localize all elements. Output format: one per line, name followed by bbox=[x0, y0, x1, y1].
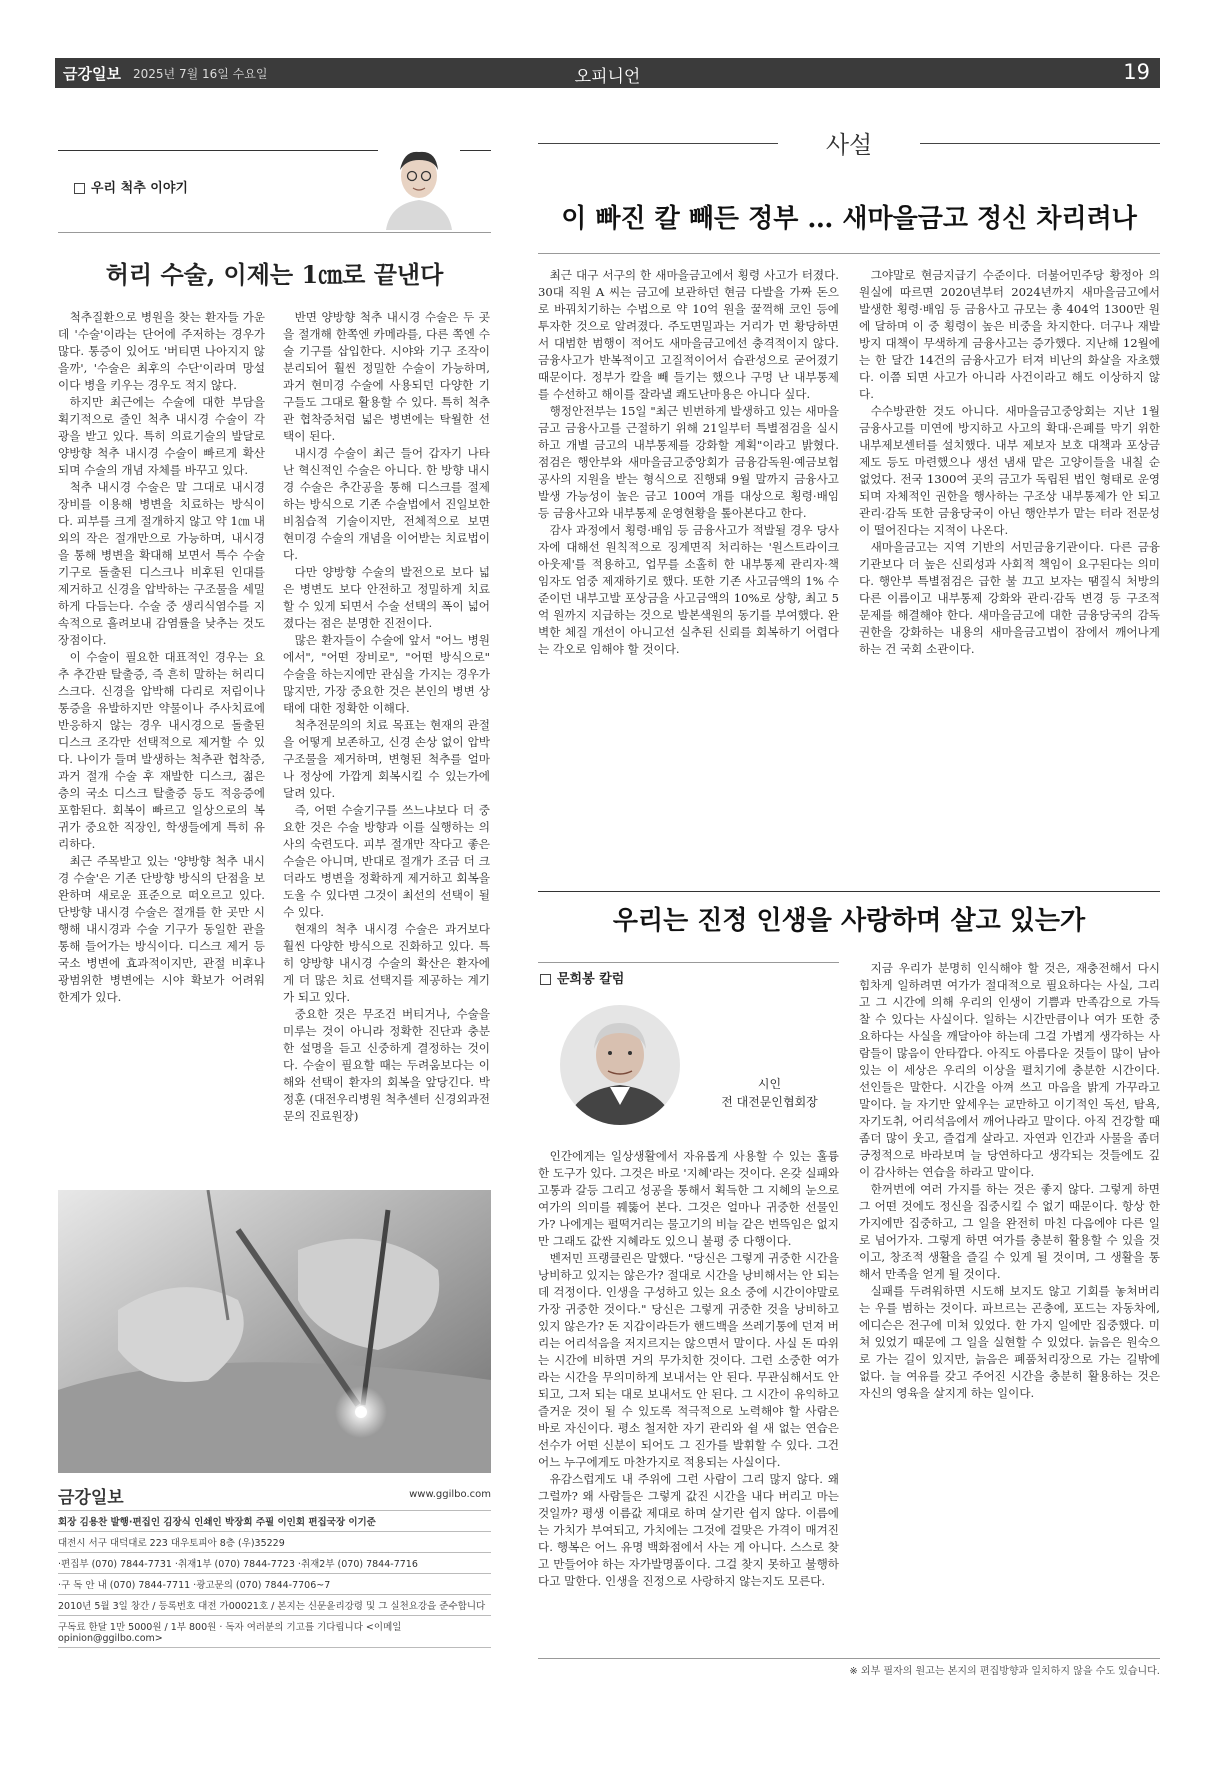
paragraph: 인간에게는 일상생활에서 자유롭게 사용할 수 있는 훌륭한 도구가 있다. 그것은 바로 '지혜'라는 것이다. 온갖 실패와 고통과 갈등 그리고 성공을 통해서 획득한 그 지혜의 눈으로 여가의 의미를 꿰뚫어 본다. 그것은 얼마나 귀중한 선물인가? 나에게는 펄떡거리는 물고기의 비늘 같은 번뜩임은 없지만 그래도 값싼 지혜라도 있으니 불평 중 다행이다. bbox=[538, 1149, 839, 1248]
phones-1: ·편집부 (070) 7844-7731 ·취재1부 (070) 7844-7723 ·취재2부 (070) 7844-7716 bbox=[58, 1552, 491, 1573]
paragraph: 그야말로 현금지급기 수준이다. 더불어민주당 황정아 의원실에 따르면 2020년부터 2024년까지 새마을금고에서 발생한 횡령·배임 등 금융사고 규모는 총 404억 1300만 원에 달하며 이 중 횡령이 높은 비중을 차지한다. 더구나 재발 방지 대책이 무색하게 금융사고는 증가했다. 지난해 12월에는 한 달간 14건의 금융사고가 터져 비난의 화살을 자초했다. 이쯤 되면 사고가 아니라 사건이라고 해도 이상하지 않다. bbox=[859, 268, 1160, 401]
registration: 2010년 5월 3일 창간 / 등록번호 대전 가00021호 / 본지는 신문윤리강령 및 그 실천요강을 준수합니다 bbox=[58, 1594, 491, 1615]
paragraph: 감사 과정에서 횡령·배임 등 금융사고가 적발될 경우 당사자에 대해선 원칙적으로 징계면직 처리하는 '원스트라이크 아웃제'를 적용하고, 업무를 소홀히 한 내부통제 관리자·책임자도 엄중 제재하기로 했다. 또한 기존 사고금액의 1% 수준이던 내부고발 포상금을 사고금액의 10%로 상향, 최고 5억 원까지 지급하는 것으로 발본색원의 동기를 부여했다. 완벽한 체질 개선이 아니고선 실추된 신뢰를 회복하기 어렵다는 각오로 임해야 할 것이다. bbox=[538, 523, 839, 656]
staff-list: 회장 김용찬 발행·편집인 김장식 인쇄인 박장희 주필 이인회 편집국장 이기준 bbox=[58, 1510, 491, 1531]
page-number: 19 bbox=[1123, 60, 1150, 84]
paragraph: 수수방관한 것도 아니다. 새마을금고중앙회는 지난 1월 금융사고를 미연에 방지하고 사고의 확대·은폐를 막기 위한 내부제보센터를 설치했다. 내부 제보자 보호 대책과 포상금제도 등도 마련했으나 생선 냄새 맡은 고양이들을 내칠 순 없었다. 전국 1300여 곳의 금고가 독립된 법인 형태로 운영되며 자체적인 권한을 행사하는 구조상 내부통제가 안 되고 관리·감독 또한 금융당국이 아닌 행안부가 맡는 터라 전문성이 떨어진다는 지적이 나온다. bbox=[859, 404, 1160, 537]
paragraph: 많은 환자들이 수술에 앞서 "어느 병원에서", "어떤 장비로", "어떤 방식으로" 수술을 하는지에만 관심을 가지는 경우가 많지만, 가장 중요한 것은 본인의 병변 상태에 대한 정확한 이해다. bbox=[283, 633, 490, 715]
subscription: 구독료 한달 1만 5000원 / 1부 800원 · 독자 여러분의 기고를 기다립니다 <이메일 opinion@ggilbo.com> bbox=[58, 1615, 491, 1648]
author-photo bbox=[560, 1005, 680, 1125]
paragraph: 한꺼번에 여러 가지를 하는 것은 좋지 않다. 그렇게 하면 그 어떤 것에도 정신을 집중시킬 수 없기 때문이다. 항상 한 가지에만 집중하고, 그 일을 완전히 마친 다음에야 다른 일로 넘어가자. 그렇게 하면 여가를 충분히 활용할 수 있을 것이고, 창조적 생활을 즐길 수 있게 될 것이며, 그 생활을 통해서 만족을 얻게 될 것이다. bbox=[859, 1182, 1160, 1281]
editorial-title: 이 빠진 칼 빼든 정부 … 새마을금고 정신 차리려나 bbox=[561, 204, 1137, 234]
paper-name: 금강일보 bbox=[63, 65, 121, 83]
paragraph: 척추질환으로 병원을 찾는 환자들 가운데 '수술'이라는 단어에 주저하는 경우가 많다. 통증이 있어도 '버티면 나아지지 않을까', '수술은 최후의 수단'이라며 망설이다 병을 키우는 경우도 적지 않다. bbox=[58, 310, 265, 392]
editorial-text-col-1 bbox=[538, 267, 839, 867]
paragraph: 하지만 최근에는 수술에 대한 부담을 획기적으로 줄인 척추 내시경 수술이 각광을 받고 있다. 특히 의료기술의 발달로 양방향 척추 내시경 수술이 빠르게 확산되며 수술의 개념 자체를 바꾸고 있다. bbox=[58, 395, 265, 477]
column-label: 우리 척추 이야기 bbox=[74, 177, 188, 196]
paragraph: 중요한 것은 무조건 버티거나, 수술을 미루는 것이 아니라 정확한 진단과 충분한 설명을 듣고 신중하게 결정하는 것이다. 수술이 필요할 때는 두려움보다는 이해와 선택이 환자의 회복을 앞당긴다. 박정훈 (대전우리병원 척추센터 신경외과전문의 진료원장) bbox=[283, 1007, 490, 1123]
square-icon bbox=[540, 974, 551, 985]
author-info bbox=[700, 1075, 839, 1111]
editorial-title-rule bbox=[538, 253, 1160, 254]
right-text-col-1 bbox=[538, 1148, 839, 1653]
paragraph: 지금 우리가 분명히 인식해야 할 것은, 재충전해서 다시 힘차게 일하려면 여가가 절대적으로 필요하다는 사실, 그리고 그 시간에 의해 우리의 인생이 기쁨과 만족감으로 가득 찰 수 있다는 사실이다. 일하는 시간만큼이나 여가 또한 중요하다는 사실을 깨달아야 하는데 그걸 가볍게 생각하는 사람들이 많음이 안타깝다. 아직도 아름다운 것들이 많이 남아 있는 이 세상은 우리의 이상을 펼치기에 충분한 시간이다. 선인들은 말한다. 시간을 아껴 쓰고 마음을 밝게 가꾸라고 말이다. 늘 자기만 앞세우는 교만하고 이기적인 독선, 탐욕, 자기도취, 어리석음에서 깨어나라고 말이다. 아직 건강할 때 좀더 많이 웃고, 즐겁게 살라고. 자연과 인간과 사물을 좀더 긍정적으로 바라보며 늘 당연하다고 생각되는 것들에도 깊이 감사하는 연습을 하라고 말이다. bbox=[859, 961, 1160, 1179]
paragraph: 이 수술이 필요한 대표적인 경우는 요추 추간판 탈출증, 즉 흔히 말하는 허리디스크다. 신경을 압박해 다리로 저림이나 통증을 유발하지만 약물이나 주사치료에 반응하지 않는 경우 내시경으로 돌출된 디스크 조각만 선택적으로 제거할 수 있다. 나이가 들며 발생하는 척추관 협착증, 과거 절개 수술 후 재발한 디스크, 젊은 층의 국소 디스크 탈출증 등도 적응증에 포함된다. 회복이 빠르고 일상으로의 복귀가 중요한 직장인, 학생들에게 특히 유리하다. bbox=[58, 650, 265, 851]
left-text-col-1 bbox=[58, 309, 265, 1179]
author-photo bbox=[378, 140, 460, 230]
section-separator bbox=[538, 891, 1160, 892]
column-title: 우리는 진정 인생을 사랑하며 살고 있는가 bbox=[612, 906, 1086, 936]
right-label-rule bbox=[538, 962, 839, 963]
issue-date: 2025년 7월 16일 수요일 bbox=[133, 67, 268, 81]
right-text-col-2 bbox=[859, 960, 1160, 1653]
paragraph: 다만 양방향 수술의 발전으로 보다 넓은 병변도 보다 안전하고 정밀하게 치료할 수 있게 되면서 수술 선택의 폭이 넓어졌다는 점은 분명한 진전이다. bbox=[283, 565, 490, 630]
paragraph: 현재의 척추 내시경 수술은 과거보다 훨씬 다양한 방식으로 진화하고 있다. 특히 양방향 내시경 수술의 확산은 환자에게 더 많은 치료 선택지를 제공하는 계기가 되고 있다. bbox=[283, 922, 490, 1004]
paragraph: 실패를 두려워하면 시도해 보지도 않고 기회를 놓쳐버리는 우를 범하는 것이다. 파브르는 곤충에, 포드는 자동차에, 에디슨은 전구에 미쳐 있었다. 한 가지 일에만 집중했다. 미쳐 있었기 때문에 그 일을 실현할 수 있었다. 늙음은 원숙으로 가는 길이 있지만, 늙음은 폐품처리장으로 가는 길밖에 없다. 늘 여유를 갖고 주어진 시간을 충분히 활용하는 것은 자신의 영육을 살지게 하는 일이다. bbox=[859, 1284, 1160, 1400]
phones-2: ·구 독 안 내 (070) 7844-7711 ·광고문의 (070) 7844-7706~7 bbox=[58, 1573, 491, 1594]
masthead-footer bbox=[58, 1483, 491, 1648]
editorial-text-col-2 bbox=[859, 267, 1160, 867]
paragraph: 유감스럽게도 내 주위에 그런 사람이 그리 많지 않다. 왜 그럴까? 왜 사람들은 그렇게 값진 시간을 내다 버리고 마는 것일까? 평생 이름값 제대로 하며 살기란 쉽지 않다. 이름에는 가치가 부여되고, 가치에는 그것에 걸맞은 가격이 매겨진다. 행복은 어느 유명 백화점에서 사는 게 아니다. 스스로 찾고 만들어야 하는 자가발명품이다. 그걸 찾지 못하고 불행하다고 말한다. 인생을 진정으로 사랑하지 않는지도 모른다. bbox=[538, 1472, 839, 1588]
surgery-photo bbox=[58, 1190, 491, 1473]
paragraph: 새마을금고는 지역 기반의 서민금융기관이다. 다른 금융기관보다 더 높은 신뢰성과 사회적 책임이 요구된다는 의미다. 행안부 특별점검은 급한 불 끄고 보자는 땜질식 처방의 다른 이름이고 내부통제 강화와 관리·감독 변경 등 구조적 문제를 해결해야 한다. 새마을금고에 대한 금융당국의 감독 권한을 강화하는 내용의 새마을금고법이 잠에서 깨어나게 하는 건 국회 소관이다. bbox=[859, 540, 1160, 656]
paragraph: 척추전문의의 치료 목표는 현재의 관절을 어떻게 보존하고, 신경 손상 없이 압박 구조물을 제거하며, 변형된 척추를 얼마나 정상에 가깝게 회복시킬 수 있는가에 달려 있다. bbox=[283, 718, 490, 800]
bottom-rule bbox=[538, 1658, 1160, 1659]
author-title: 전 대전문인협회장 bbox=[721, 1095, 818, 1109]
column-label: 문희봉 칼럼 bbox=[540, 968, 624, 987]
section-name: 오피니언 bbox=[574, 67, 641, 87]
portrait-icon bbox=[560, 1005, 680, 1125]
paragraph: 즉, 어떤 수술기구를 쓰느냐보다 더 중요한 것은 수술 방향과 이를 실행하는 의사의 숙련도다. 피부 절개만 작다고 좋은 수술은 아니며, 반대로 절개가 조금 더 크더라도 병변을 정확하게 제거하고 회복을 도울 수 있다면 그것이 최선의 선택이 될 수 있다. bbox=[283, 803, 490, 919]
footer-url: www.ggilbo.com bbox=[409, 1489, 491, 1500]
paragraph: 최근 주목받고 있는 '양방향 척추 내시경 수술'은 기존 단방향 방식의 단점을 보완하며 새로운 표준으로 떠오르고 있다. 단방향 내시경 수술은 절개를 한 곳만 시행해 내시경과 수술 기구가 동일한 관을 통해 들어가는 방식이다. 디스크 제거 등 국소 병변에 효과적이지만, 관절 비후나 광범위한 병변에는 시야 확보가 어려워 한계가 있다. bbox=[58, 854, 265, 1004]
portrait-icon bbox=[378, 140, 460, 230]
address: 대전시 서구 대덕대로 223 대우토피아 8층 (우)35229 bbox=[58, 1531, 491, 1552]
paragraph: 척추 내시경 수술은 말 그대로 내시경 장비를 이용해 병변을 치료하는 방식이다. 피부를 크게 절개하지 않고 약 1㎝ 내외의 작은 절개만으로 가능하며, 내시경을 통해 병변을 확대해 보면서 특수 수술 기구로 돌출된 디스크나 비후된 인대를 제거하고 신경을 압박하는 구조물을 세밀하게 다듬는다. 수술 중 생리식염수를 지속적으로 흘려보내 감염률을 낮추는 것도 장점이다. bbox=[58, 480, 265, 647]
paragraph: 행정안전부는 15일 "최근 빈번하게 발생하고 있는 새마을금고 금융사고를 근절하기 위해 21일부터 특별점검을 실시하고 개별 금고의 내부통제를 강화할 계획"이라고 밝혔다. 점검은 행안부와 새마을금고중앙회가 금융감독원·예금보험공사의 지원을 받는 형식으로 진행돼 9월 말까지 금융사고 발생 가능성이 높은 금고 100여 개를 대상으로 횡령·배임 등 금융사고와 내부통제 운영현황을 톺아본다고 한다. bbox=[538, 404, 839, 520]
paragraph: 내시경 수술이 최근 들어 갑자기 나타난 혁신적인 수술은 아니다. 한 방향 내시경 수술은 추간공을 통해 디스크를 절제하는 방식으로 기존 수술법에서 진일보한 비침습적 기술이지만, 전체적으로 보면 현미경 수술의 개념을 이어받는 치료법이다. bbox=[283, 446, 490, 562]
paragraph: 최근 대구 서구의 한 새마을금고에서 횡령 사고가 터졌다. 30대 직원 A 씨는 금고에 보관하던 현금 다발을 가짜 돈으로 바꿔치기하는 수법으로 약 10억 원을 꿀꺽해 코인 등에 투자한 것으로 알려졌다. 주도면밀과는 거리가 먼 황당하면서 대범한 범행이 적어도 새마을금고에선 충격적이지 않다. 금융사고가 반복적이고 고질적이어서 습관성으로 굳어졌기 때문이다. 정부가 칼을 빼 들기는 했으나 구멍 난 내부통제를 수선하고 해이를 잘라낼 쾌도난마용은 아니다 싶다. bbox=[538, 268, 839, 401]
editorial-label: 사설 bbox=[825, 131, 873, 159]
disclaimer-note: ※ 외부 필자의 원고는 본지의 편집방향과 일치하지 않을 수도 있습니다. bbox=[849, 1666, 1160, 1677]
author-role: 시인 bbox=[757, 1077, 782, 1091]
footer-logo: 금강일보 bbox=[58, 1488, 124, 1508]
left-header-rule bbox=[58, 232, 491, 233]
square-icon bbox=[74, 183, 85, 194]
column-title: 허리 수술, 이제는 1㎝로 끝낸다 bbox=[105, 260, 444, 289]
surgery-image-icon bbox=[58, 1190, 491, 1473]
paragraph: 벤저민 프랭클린은 말했다. "당신은 그렇게 귀중한 시간을 낭비하고 있지는 않은가? 절대로 시간을 낭비해서는 안 되는데 걱정이다. 인생을 구성하고 있는 요소 중에 시간이야말로 가장 귀중한 것이다." 당신은 그렇게 귀중한 것을 낭비하고 있지 않은가? 돈 지갑이라든가 핸드백을 쓰레기통에 던져 버리는 어리석음을 저지르지는 않으면서 말이다. 사실 돈 따위는 시간에 비하면 거의 무가치한 것이다. 그런 소중한 여가라는 시간을 무의미하게 보내서는 안 된다. 무관심해서도 안 되고, 그저 되는 대로 보내서도 안 된다. 그 시간이 유익하고 즐거운 것이 될 수 있도록 적극적으로 노력해야 할 사람은 바로 자신이다. 평소 철저한 자기 관리와 쉴 새 없는 연습은 선수가 어떤 신분이 되어도 그 진가를 발휘할 수 있다. 그건 어느 누구에게도 마찬가지로 적용되는 사실이다. bbox=[538, 1251, 839, 1469]
paragraph: 반면 양방향 척추 내시경 수술은 두 곳을 절개해 한쪽엔 카메라를, 다른 쪽엔 수술 기구를 삽입한다. 시야와 기구 조작이 분리되어 훨씬 정밀한 수술이 가능하며, 과거 현미경 수술에 사용되던 다양한 기구들도 그대로 활용할 수 있다. 특히 척추관 협착증처럼 넓은 병변에는 탁월한 선택이 된다. bbox=[283, 310, 490, 443]
left-text-col-2 bbox=[283, 309, 490, 1179]
page-header bbox=[55, 58, 1160, 88]
